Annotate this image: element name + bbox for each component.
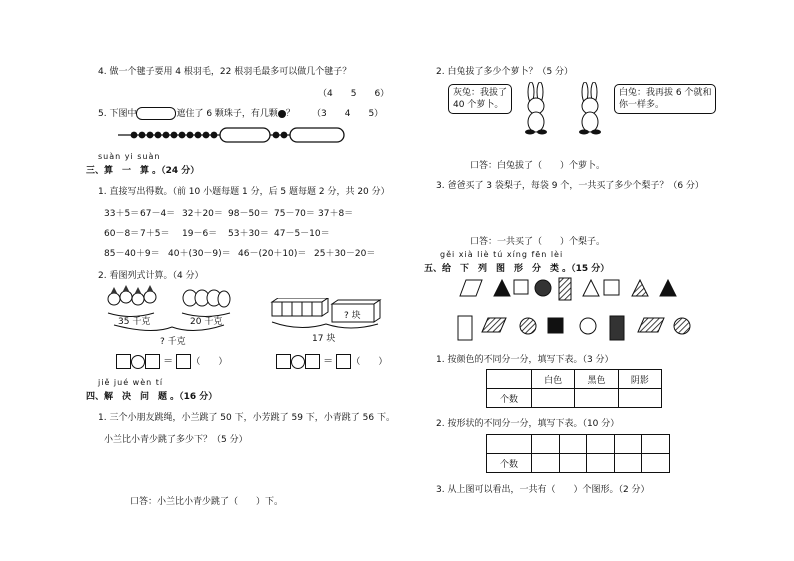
problem1-answer: 口答：小兰比小青少跳了（ ）下。 — [130, 497, 284, 507]
color-table — [486, 369, 662, 408]
answer-box[interactable] — [305, 354, 320, 369]
q4-text: 4. 做一个毽子要用 4 根羽毛，22 根羽毛最多可以做几个毽子？ — [98, 67, 352, 77]
table-cell[interactable] — [575, 389, 618, 408]
operator-circle[interactable] — [291, 355, 305, 369]
unit-paren: （ ） — [351, 357, 388, 367]
calc-title: 1. 直接写出得数。（前 10 小题每题 1 分，后 5 题每题 2 分，共 20 分） — [98, 187, 390, 197]
q5-options: （3 4 5） — [312, 109, 384, 119]
calc-item: 37＋8＝ — [318, 209, 354, 219]
calc-row-3 — [104, 246, 375, 259]
calc-item: 7＋5＝ — [140, 229, 170, 239]
calc-item: 60－8＝ — [104, 229, 140, 239]
calc-item: 75－70＝ — [274, 209, 315, 219]
pears-question: 3. 爸爸买了 3 袋梨子，每袋 9 个，一共买了多少个梨子？（6 分） — [436, 181, 704, 191]
color-table-header: 阴影 — [618, 370, 661, 389]
table-cell — [587, 435, 615, 454]
calc-item: 85－40＋9＝ — [104, 249, 160, 259]
gray-rabbit-bubble: 灰兔：我拔了 40 个萝卜。 — [448, 84, 512, 114]
picture-calc-title: 2. 看图列式计算。（4 分） — [98, 271, 204, 281]
table-cell — [532, 435, 560, 454]
bead-icon — [278, 110, 286, 118]
parallelogram-shape — [460, 280, 482, 296]
rabbit-question: 2. 白兔拔了多少个萝卜？（5 分） — [436, 67, 574, 77]
problem1-question: 小兰比小青少跳了多少下？（5 分） — [104, 435, 248, 445]
rabbit-answer: 口答：白兔拔了（ ）个萝卜。 — [470, 161, 606, 171]
q5-cover-box — [136, 107, 176, 120]
sec4-title: 四、解 决 问 题 。（16 分） — [86, 392, 218, 402]
unit-paren: （ ） — [191, 357, 228, 367]
calc-row-2 — [104, 226, 330, 239]
calc-item: 47－5－10＝ — [274, 229, 330, 239]
calc-item: 53＋30＝ — [228, 229, 269, 239]
calc-item: 19－6＝ — [182, 229, 218, 239]
calc-item: 98－50＝ — [228, 209, 269, 219]
problem1-text: 1. 三个小朋友跳绳，小兰跳了 50 下，小芳跳了 59 下，小青跳了 56 下。 — [98, 413, 395, 423]
operator-circle[interactable] — [131, 355, 145, 369]
q5-pre: 5. 下图中 — [98, 109, 137, 119]
table-cell — [614, 435, 642, 454]
calc-item: 46－(20＋10)＝ — [238, 249, 307, 259]
calc-item: 25＋30－20＝ — [314, 249, 376, 259]
veg-total-label: ? 千克 — [160, 337, 186, 347]
table-cell — [487, 435, 532, 454]
veg-left-label: 35 千克 — [118, 317, 151, 327]
white-rabbit-bubble: 白兔：我再拔 6 个就和 你一样多。 — [614, 84, 716, 114]
q5-line — [98, 106, 295, 120]
q4-options: （4 5 6） — [318, 89, 390, 99]
q5-post: ？ — [285, 109, 295, 119]
bricks-equation: ＝ （ ） — [276, 352, 387, 369]
calc-item: 67－4＝ — [140, 209, 176, 219]
table-cell — [559, 435, 587, 454]
bricks-total-label: 17 块 — [312, 334, 336, 344]
sec5-pinyin: gěi xià liè tú xíng fēn lèi — [440, 250, 564, 259]
sec5-title: 五、给 下 列 图 形 分 类 。（15 分） — [424, 264, 610, 274]
answer-box[interactable] — [145, 354, 160, 369]
sec3-pinyin: suàn yi suàn — [98, 152, 161, 161]
table-cell — [642, 435, 670, 454]
answer-box[interactable] — [116, 354, 131, 369]
answer-box[interactable] — [336, 354, 351, 369]
table-cell[interactable] — [532, 389, 575, 408]
color-table-header: 白色 — [532, 370, 575, 389]
calc-item: 32＋20＝ — [182, 209, 223, 219]
shape-table — [486, 434, 670, 473]
table-cell[interactable] — [618, 389, 661, 408]
bricks-box-label: ? 块 — [344, 311, 361, 321]
color-table-header: 黑色 — [575, 370, 618, 389]
bead-string — [116, 126, 346, 144]
calc-item: 33＋5＝ — [104, 209, 140, 219]
table-cell[interactable] — [532, 454, 560, 473]
sec4-pinyin: jiě jué wèn tí — [98, 378, 164, 387]
shape-classify-title: 2. 按形状的不同分一分，填写下表。（10 分） — [436, 419, 620, 429]
pears-answer: 口答：一共买了（ ）个梨子。 — [470, 237, 606, 247]
color-classify-title: 1. 按颜色的不同分一分，填写下表。（3 分） — [436, 355, 614, 365]
q5-mid: 遮住了 6 颗珠子，有几颗 — [176, 109, 278, 119]
calc-row-1 — [104, 206, 353, 219]
color-table-row-label: 个数 — [487, 389, 532, 408]
gray-rabbit-icon — [518, 82, 554, 136]
answer-box[interactable] — [176, 354, 191, 369]
shapes-grid — [452, 276, 702, 344]
calc-item: 40＋(30－9)＝ — [168, 249, 231, 259]
white-rabbit-icon — [572, 82, 608, 136]
table-cell[interactable] — [587, 454, 615, 473]
total-shapes-question: 3. 从上图可以看出，一共有（ ）个图形。（2 分） — [436, 485, 650, 495]
answer-box[interactable] — [276, 354, 291, 369]
veg-equation: ＝ （ ） — [116, 352, 227, 369]
table-cell[interactable] — [559, 454, 587, 473]
table-cell[interactable] — [614, 454, 642, 473]
shape-table-row-label: 个数 — [487, 454, 532, 473]
color-table-header — [487, 370, 532, 389]
sec3-title: 三、算 一 算 。（24 分） — [86, 166, 200, 176]
table-cell[interactable] — [642, 454, 670, 473]
veg-right-label: 20 千克 — [190, 317, 223, 327]
